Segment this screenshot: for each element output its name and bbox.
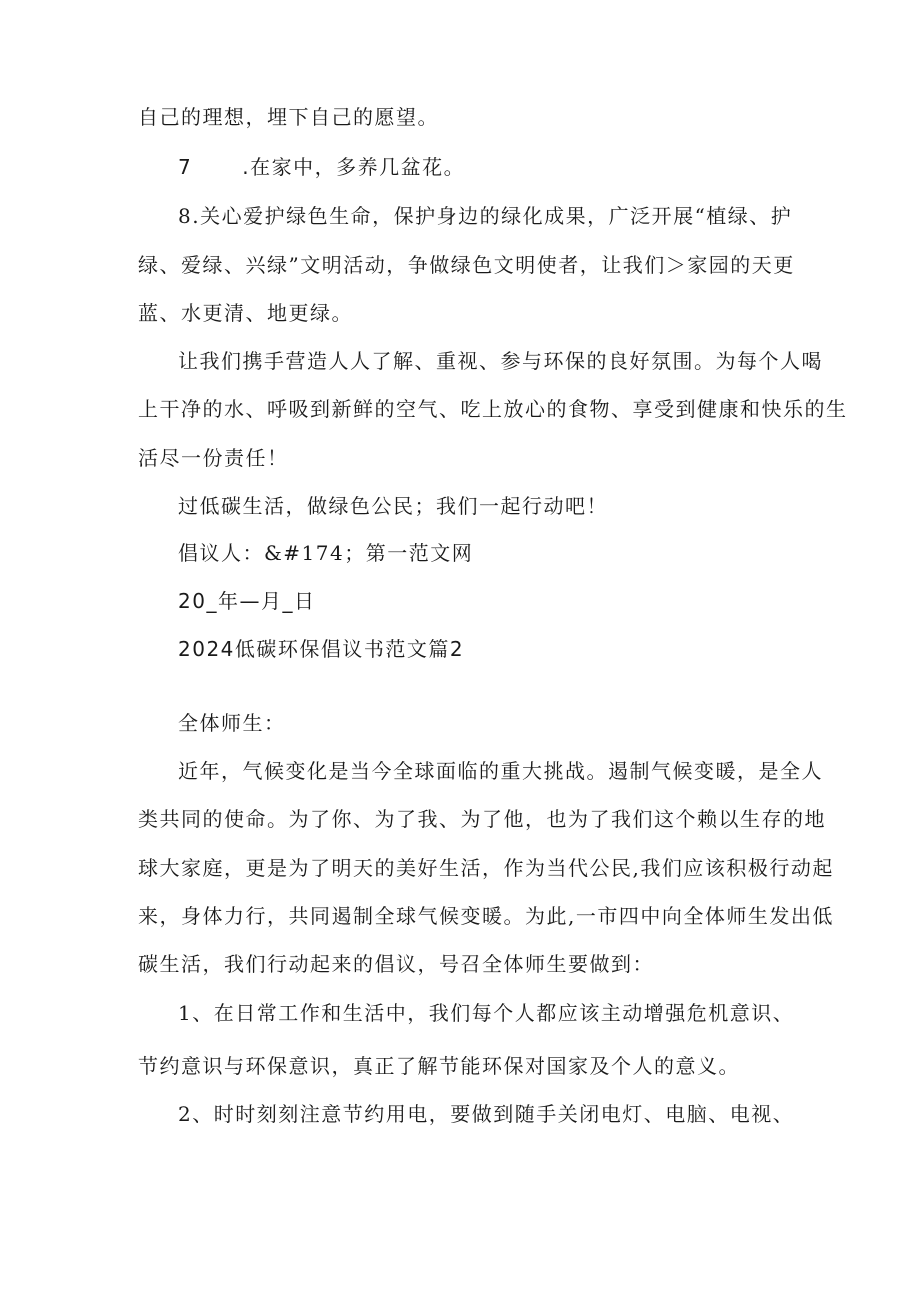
paragraph-line: 活尽一份责任！ (138, 446, 289, 470)
paragraph-line: 来，身体力行，共同遏制全球气候变暖。为此,一市四中向全体师生发出低 (138, 904, 834, 928)
paragraph-line: 节约意识与环保意识，真正了解节能环保对国家及个人的意义。 (138, 1054, 740, 1078)
paragraph-line: 蓝、水更清、地更绿。 (138, 301, 353, 325)
paragraph-line: 近年，气候变化是当今全球面临的重大挑战。遏制气候变暖，是全人 (178, 759, 823, 783)
paragraph-line: 绿、爱绿、兴绿”文明活动，争做绿色文明使者，让我们＞家园的天更 (138, 253, 795, 277)
paragraph-line: 类共同的使命。为了你、为了我、为了他，也为了我们这个赖以生存的地 (138, 807, 826, 831)
list-item-number (178, 154, 465, 180)
date-line: 20_年—月_日 (178, 589, 316, 613)
paragraph-line: 2、时时刻刻注意节约用电，要做到随手关闭电灯、电脑、电视、 (178, 1102, 795, 1126)
paragraph-line: 8.关心爱护绿色生命，保护身边的绿化成果，广泛开展“植绿、护 (178, 204, 793, 228)
salutation: 全体师生： (178, 711, 286, 735)
paragraph-line: 碳生活，我们行动起来的倡议，号召全体师生要做到： (138, 952, 654, 976)
section-title: 2024低碳环保倡议书范文篇2 (178, 637, 465, 661)
paragraph-line: 过低碳生活，做绿色公民；我们一起行动吧！ (178, 494, 608, 518)
paragraph-line: 自己的理想，埋下自己的愿望。 (138, 105, 439, 129)
paragraph-line: 1、在日常工作和生活中，我们每个人都应该主动增强危机意识、 (178, 1001, 795, 1025)
paragraph-line: 让我们携手营造人人了解、重视、参与环保的良好氛围。为每个人喝 (178, 349, 823, 373)
paragraph-line: 上干净的水、呼吸到新鲜的空气、吃上放心的食物、享受到健康和快乐的生 (138, 397, 848, 421)
list-number: 7 (178, 155, 193, 179)
list-item-text: .在家中，多养几盆花。 (242, 155, 466, 179)
signature-line: 倡议人：&#174；第一范文网 (178, 541, 474, 565)
paragraph-line: 球大家庭，更是为了明天的美好生活，作为当代公民,我们应该积极行动起 (138, 856, 834, 880)
